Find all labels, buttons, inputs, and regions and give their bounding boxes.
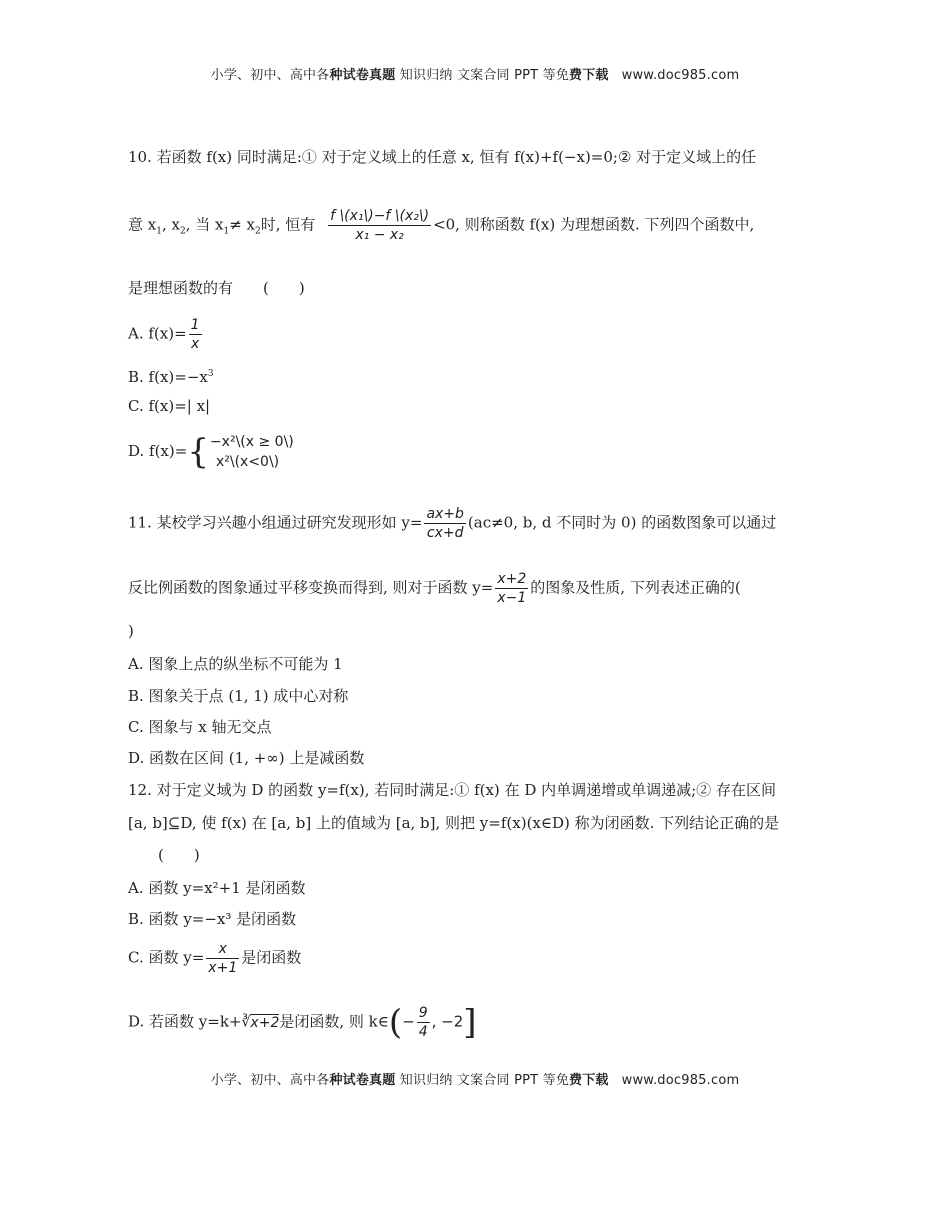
header-text: 小学、初中、高中各 [210, 68, 330, 83]
q12-option-d: D. 若函数 y=k+∛x+2是闭函数, 则 k∈(− $\frac{9}{4}$ , −2] [128, 1002, 477, 1043]
header-bold-2: 费下载 [569, 68, 609, 83]
q10-line2: 意 $x_1$, $x_2$, 当 $x_1\ne x_2$时, 恒有 $\frac{\text{f \textbackslash{}(x₁\textbackslash{})−f \textbackslash{}(x₂\textbackslash{})}}{\text{x₁ − x₂}}$ <0, 则称函数 f(x) 为理想函数. 下列四个函数中, [128, 208, 755, 243]
q11-option-b: B. 图象关于点 (1, 1) 成中心对称 [128, 687, 349, 705]
header-banner-bottom [0, 1069, 950, 1088]
q10-option-a: A. f(x)= $\frac{1}{x}$ [128, 317, 200, 352]
footer-site: www.doc985.com [621, 1073, 740, 1088]
q10-fraction: $\frac{\text{f \textbackslash{}(x₁\textbackslash{})−f \textbackslash{}(x₂\textbackslash{})}}{\text{x₁ − x₂}}$ [330, 208, 430, 243]
q11-line1: 11. 某校学习兴趣小组通过研究发现形如 y= $\frac{ax+b}{cx+d}$ (ac≠0, b, d 不同时为 0) 的函数图象可以通过 [128, 506, 777, 541]
q11-option-c: C. 图象与 x 轴无交点 [128, 718, 272, 736]
footer-middle: 知识归纳 文案合同 PPT 等免 [395, 1073, 570, 1088]
header-site: www.doc985.com [621, 68, 740, 83]
header-middle: 知识归纳 文案合同 PPT 等免 [395, 68, 570, 83]
footer-bold: 种试卷真题 [329, 1073, 396, 1088]
q10-line1: 10. 若函数 f(x) 同时满足:① 对于定义域上的任意 x, 恒有 f(x)+f(−x)=0;② 对于定义域上的任 [128, 148, 757, 166]
q11-line2: 反比例函数的图象通过平移变换而得到, 则对于函数 y= $\frac{x+2}{x-1}$ 的图象及性质, 下列表述正确的( [128, 571, 741, 606]
q12-line3: ( ) [158, 846, 200, 864]
q10-option-c: C. f(x)=| x| [128, 397, 211, 415]
q10-option-b: B. $f(x)=-x^3$ [128, 368, 214, 386]
q12-line2: [a, b]⊆D, 使 f(x) 在 [a, b] 上的值域为 [a, b], 则把 y=f(x)(x∈D) 称为闭函数. 下列结论正确的是 [128, 814, 780, 832]
q10-line3: 是理想函数的有 ( ) [128, 279, 305, 297]
header-banner-top [0, 64, 950, 83]
q12-option-a: A. 函数 y=x²+1 是闭函数 [128, 879, 306, 897]
footer-bold-2: 费下载 [569, 1073, 609, 1088]
q11-line3: ) [128, 622, 134, 640]
footer-text: 小学、初中、高中各 [210, 1073, 330, 1088]
q12-option-b: B. 函数 y=−x³ 是闭函数 [128, 910, 297, 928]
q11-option-d: D. 函数在区间 (1, +∞) 上是减函数 [128, 749, 365, 767]
q10-option-d: D. f(x)={ −x²\(x ≥ 0\) x²\(x<0\) [128, 432, 294, 472]
q11-option-a: A. 图象上点的纵坐标不可能为 1 [128, 655, 343, 673]
q12-option-c: C. 函数 y= $\frac{x}{x+1}$ 是闭函数 [128, 941, 302, 976]
header-bold: 种试卷真题 [329, 68, 396, 83]
q12-line1: 12. 对于定义域为 D 的函数 y=f(x), 若同时满足:① f(x) 在 D 内单调递增或单调递减;② 存在区间 [128, 781, 776, 799]
